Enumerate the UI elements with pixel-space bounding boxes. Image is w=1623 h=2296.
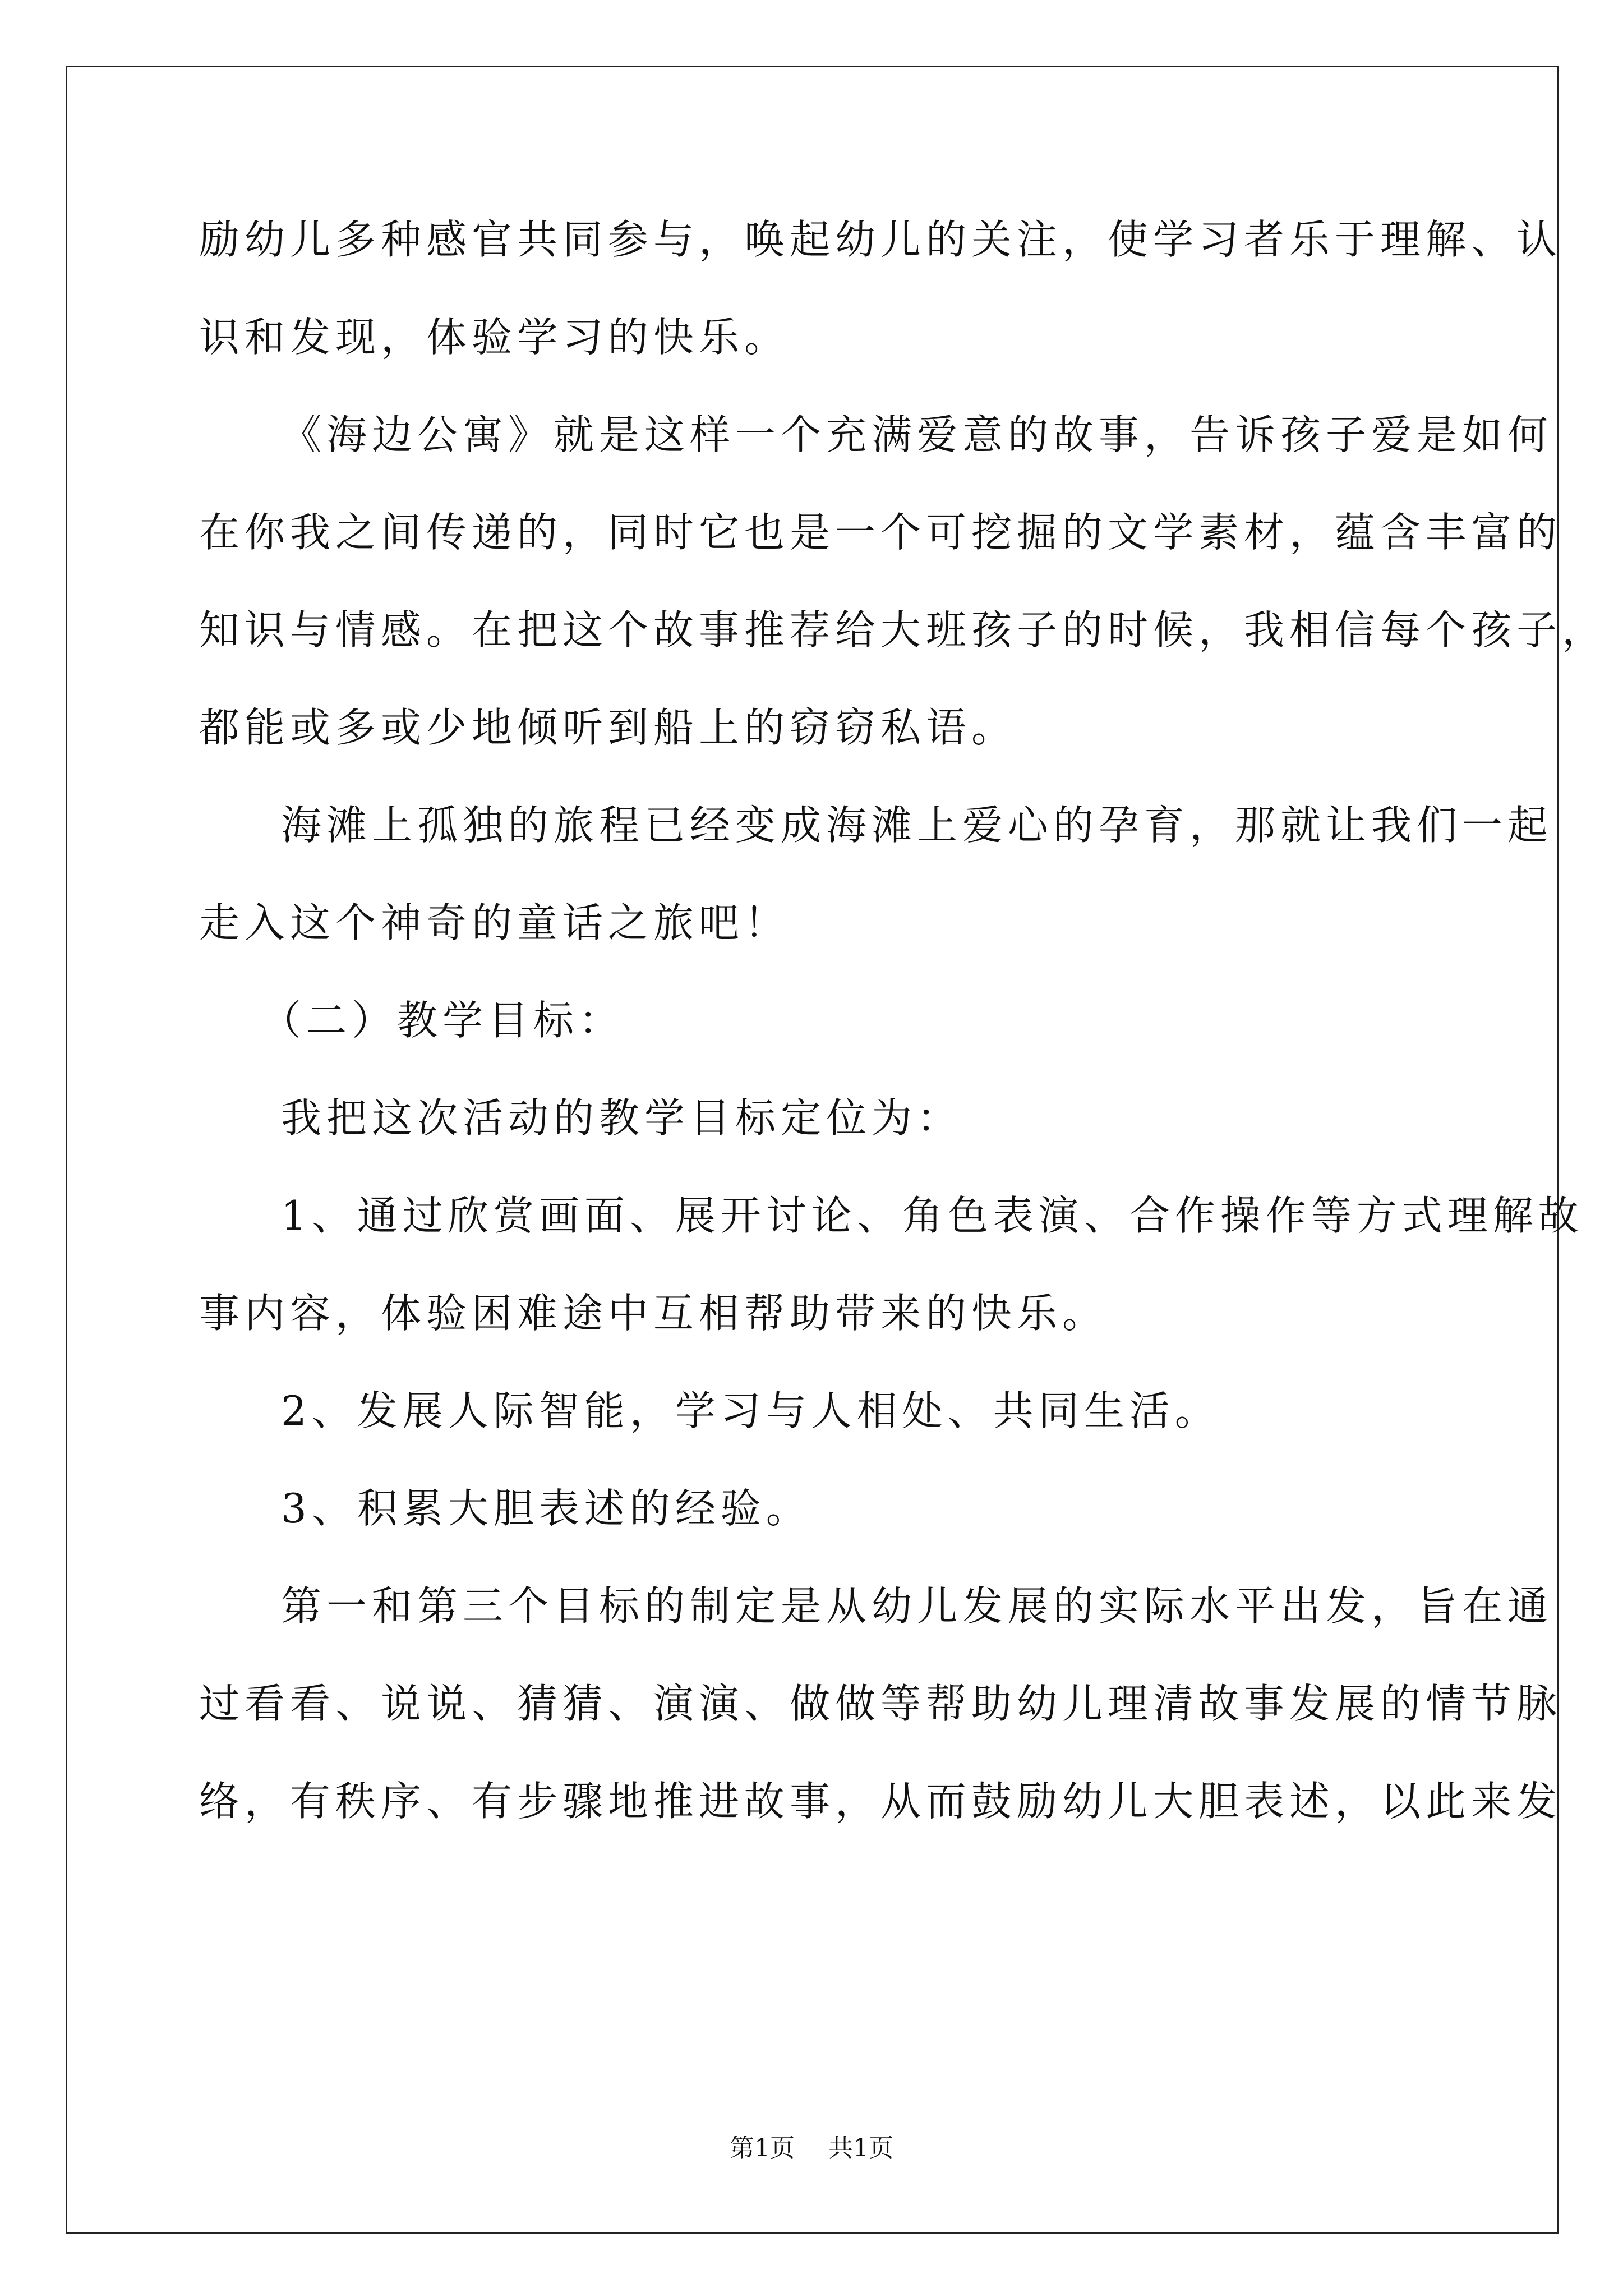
text-line: 识和发现，体验学习的快乐。 [199, 314, 790, 361]
text-line: 走入这个神奇的童话之旅吧！ [199, 899, 790, 946]
text-line: 励幼儿多种感官共同参与，唤起幼儿的关注，使学习者乐于理解、认 [199, 216, 1562, 263]
text-line: 《海边公寓》就是这样一个充满爱意的故事，告诉孩子爱是如何 [281, 411, 1553, 458]
text-line: 过看看、说说、猜猜、演演、做做等帮助幼儿理清故事发展的情节脉 [199, 1680, 1562, 1727]
text-line: 海滩上孤独的旅程已经变成海滩上爱心的孕育，那就让我们一起 [281, 802, 1553, 849]
page-number-total: 共1页 [828, 2134, 893, 2162]
text-line: 在你我之间传递的，同时它也是一个可挖掘的文学素材，蕴含丰富的 [199, 509, 1562, 556]
text-line: 络，有秩序、有步骤地推进故事，从而鼓励幼儿大胆表述，以此来发 [199, 1778, 1562, 1825]
page-border [66, 66, 1559, 2234]
text-line: 3、积累大胆表述的经验。 [281, 1485, 811, 1532]
text-line: 我把这次活动的教学目标定位为： [281, 1094, 963, 1142]
text-line: 第一和第三个目标的制定是从幼儿发展的实际水平出发，旨在通 [281, 1582, 1553, 1630]
text-line: 2、发展人际智能，学习与人相处、共同生活。 [281, 1387, 1220, 1434]
text-line: 1、通过欣赏画面、展开讨论、角色表演、合作操作等方式理解故 [281, 1192, 1584, 1239]
text-line: 都能或多或少地倾听到船上的窃窃私语。 [199, 704, 1017, 751]
text-line: 事内容，体验困难途中互相帮助带来的快乐。 [199, 1290, 1108, 1337]
text-line: 知识与情感。在把这个故事推荐给大班孩子的时候，我相信每个孩子， [199, 606, 1608, 654]
page-footer [0, 2132, 1623, 2165]
section-heading: （二）教学目标： [261, 997, 625, 1044]
page-number-current: 第1页 [730, 2134, 795, 2162]
